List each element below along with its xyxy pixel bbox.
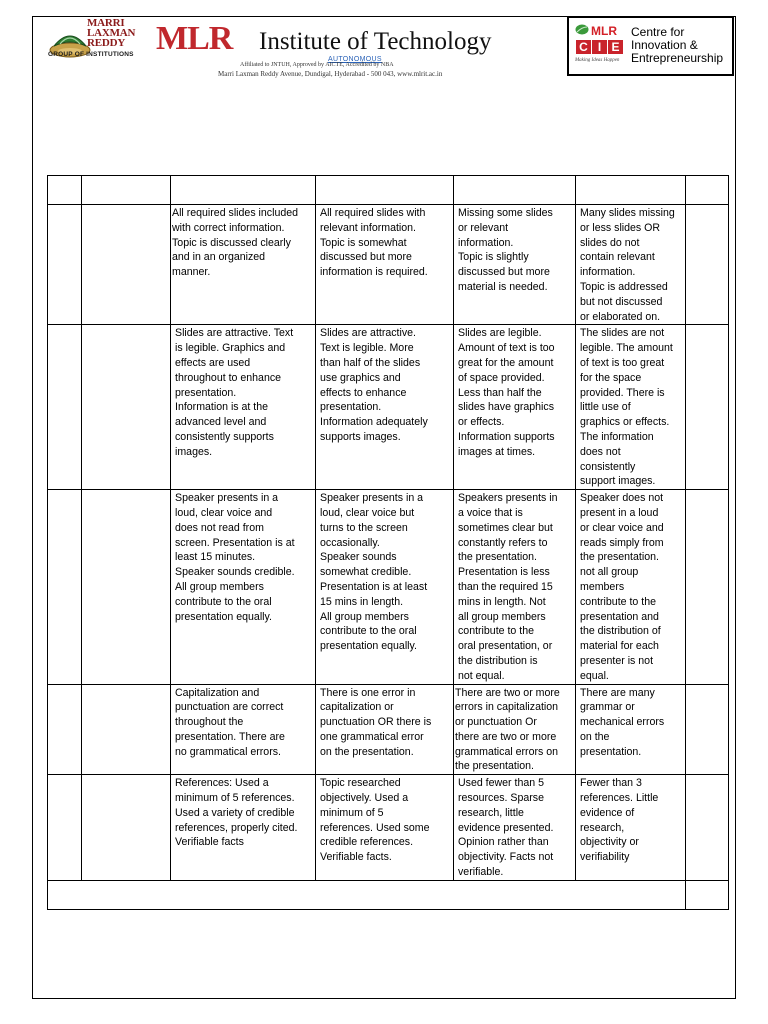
rubric-table (47, 175, 729, 910)
good-cell (316, 325, 454, 490)
autonomous-label: AUTONOMOUS (328, 56, 382, 63)
score-cell (686, 490, 729, 684)
poor-cell (576, 490, 686, 684)
group-subtitle: GROUP OF INSTITUTIONS (48, 51, 134, 58)
table-row (48, 684, 729, 775)
excellent-cell (171, 490, 316, 684)
group-name-line: REDDY (87, 37, 126, 49)
good-cell (316, 205, 454, 325)
affiliation-line: Affiliated to JNTUH, Approved by AICTE, Accredited by NBA (240, 62, 394, 68)
fair-cell (454, 325, 576, 490)
cell-text: All required slides included with correct information. Topic is discussed clearly and in an organized manner. (172, 207, 299, 279)
cie-letter: E (608, 40, 623, 54)
header-cell (686, 176, 729, 205)
leaf-icon (575, 24, 589, 35)
table-row (48, 490, 729, 684)
table-row (48, 325, 729, 490)
cie-tagline: Making Ideas Happen (575, 58, 620, 63)
row-number-cell (48, 684, 82, 775)
cie-letter-tiles (576, 40, 623, 54)
cell-text: Used fewer than 5 resources. Sparse research, little evidence presented. Opinion rather than objectivity. Facts not verifiable. (458, 777, 554, 879)
header-cell (454, 176, 576, 205)
header-cell (82, 176, 171, 205)
excellent-cell (171, 325, 316, 490)
cell-text: Fewer than 3 references. Little evidence of research, objectivity or verifiability (580, 777, 659, 864)
fair-cell (454, 490, 576, 684)
address-line: Marri Laxman Reddy Avenue, Dundigal, Hyderabad - 500 043, www.mlrit.ac.in (218, 70, 443, 78)
poor-cell (576, 205, 686, 325)
poor-cell (576, 775, 686, 881)
score-cell (686, 775, 729, 881)
header-cell (316, 176, 454, 205)
cell-text: The slides are not legible. The amount of text is too great for the space provided. There is little use of graphics or effects. The information does not consistently support images. (580, 327, 673, 488)
header-cell (576, 176, 686, 205)
cie-letter: C (576, 40, 591, 54)
cell-text: Speaker does not present in a loud or clear voice and reads simply from the presentation. not all group members contribute to the presentation and the distribution of material for each presenter is not equal. (580, 492, 664, 682)
cell-text: Speaker presents in a loud, clear voice but turns to the screen occasionally. Speaker sounds somewhat credible. Presentation is at least 15 mins in length. All group members contribute to the oral presentation equally. (320, 492, 428, 653)
cell-text: Missing some slides or relevant information. Topic is slightly discussed but more material is needed. (458, 207, 553, 293)
group-name (87, 18, 151, 48)
cie-letter: I (592, 40, 607, 54)
cell-text: Many slides missing or less slides OR slides do not contain relevant information. Topic is addressed but not discussed or elaborated on. (580, 207, 675, 323)
cell-text: Speakers presents in a voice that is sometimes clear but constantly refers to the presentation. Presentation is less than the required 15 mins in length. Not all group members contribute to the oral presentation, or the distribution is not equal. (458, 492, 558, 682)
cell-text: There are many grammar or mechanical errors on the presentation. (580, 686, 665, 758)
score-cell (686, 205, 729, 325)
cie-title-line: Entrepreneurship (631, 51, 724, 65)
cell-text: Slides are legible. Amount of text is too great for the amount of space provided. Less than half the slides have graphics or effects. Information supports images at times. (458, 327, 555, 458)
cell-text: References: Used a minimum of 5 references. Used a variety of credible references, properly cited. Verifiable facts (175, 777, 298, 849)
criteria-cell (82, 684, 171, 775)
poor-cell (576, 684, 686, 775)
good-cell (316, 775, 454, 881)
cell-text: Speaker presents in a loud, clear voice and does not read from screen. Presentation is at least 15 minutes. Speaker sounds credible. All group members contribute to the oral presentation equally. (175, 492, 295, 623)
score-cell (686, 684, 729, 775)
cell-text: Topic researched objectively. Used a minimum of 5 references. Used some credible references. Verifiable facts. (320, 777, 430, 864)
fair-cell (454, 775, 576, 881)
excellent-cell (171, 775, 316, 881)
fair-cell (454, 684, 576, 775)
total-label-cell (48, 880, 686, 909)
cie-logo (567, 16, 734, 76)
total-row (48, 880, 729, 909)
cie-mlr-text: MLR (591, 24, 617, 38)
criteria-cell (82, 205, 171, 325)
poor-cell (576, 325, 686, 490)
cie-title (631, 26, 723, 65)
good-cell (316, 490, 454, 684)
score-cell (686, 325, 729, 490)
cell-text: Capitalization and punctuation are correct throughout the presentation. There are no grammatical errors. (175, 686, 285, 758)
cell-text: There is one error in capitalization or punctuation OR there is one grammatical error on the presentation. (320, 686, 432, 758)
criteria-cell (82, 490, 171, 684)
group-name-line: MARRI (87, 17, 125, 29)
criteria-cell (82, 775, 171, 881)
good-cell (316, 684, 454, 775)
header-cell (171, 176, 316, 205)
cie-title-line: Innovation & (631, 38, 698, 52)
group-name-line: LAXMAN (87, 27, 136, 39)
table-row (48, 205, 729, 325)
row-number-cell (48, 325, 82, 490)
criteria-cell (82, 325, 171, 490)
cell-text: Slides are attractive. Text is legible. More than half of the slides use graphics and effects to enhance presentation. Information adequately supports images. (320, 327, 428, 443)
total-score-cell (686, 880, 729, 909)
row-number-cell (48, 775, 82, 881)
cell-text: All required slides with relevant information. Topic is somewhat discussed but more information is required. (320, 207, 428, 279)
excellent-cell (171, 684, 316, 775)
row-number-cell (48, 490, 82, 684)
cie-title-line: Centre for (631, 25, 685, 39)
mlr-wordmark: MLR (156, 20, 233, 57)
cell-text: Slides are attractive. Text is legible. Graphics and effects are used throughout to enhance presentation. Information is at the advanced level and consistently supports images. (175, 327, 294, 458)
excellent-cell (171, 205, 316, 325)
cell-text: There are two or more errors in capitalization or punctuation Or there are two or more grammatical errors on the presentation. (455, 686, 560, 773)
header-cell (48, 176, 82, 205)
table-row (48, 775, 729, 881)
fair-cell (454, 205, 576, 325)
row-number-cell (48, 205, 82, 325)
table-header-row (48, 176, 729, 205)
institute-name: Institute of Technology (259, 28, 492, 55)
